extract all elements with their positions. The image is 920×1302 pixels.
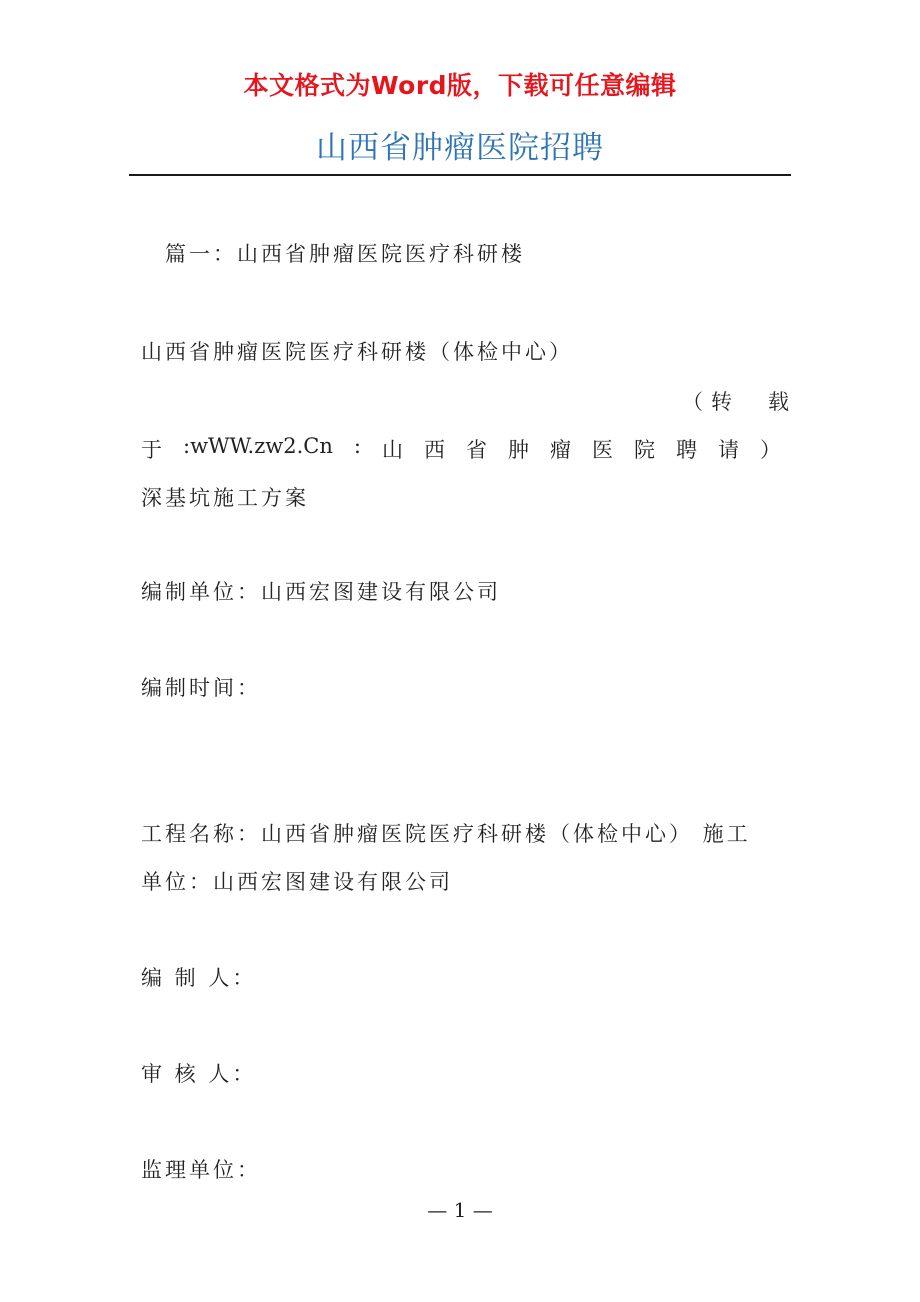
chapter-heading: 篇一：山西省肿瘤医院医疗科研楼 [165, 242, 525, 266]
supervisor-unit: 监理单位： [141, 1158, 261, 1182]
title-divider [129, 174, 791, 176]
reprint-char: 省 [465, 438, 487, 462]
reprint-char-zai: 载 [768, 390, 789, 414]
compile-time: 编制时间： [141, 676, 261, 700]
compiler-unit: 编制单位：山西宏图建设有限公司 [141, 580, 501, 604]
reprint-close-paren: ） [759, 438, 781, 462]
reprint-char: 院 [633, 438, 655, 462]
reprint-colon: : [353, 434, 361, 458]
reprint-char-yu: 于 [141, 438, 162, 462]
reprint-char: 西 [423, 438, 445, 462]
reprint-row-2 [141, 434, 781, 464]
document-title: 山西省肿瘤医院招聘 [316, 130, 604, 166]
reprint-char: 请 [717, 438, 739, 462]
plan-title: 深基坑施工方案 [141, 486, 309, 510]
reprint-char: 肿 [507, 438, 529, 462]
reprint-url: :wWW.zw2.Cn [183, 434, 333, 458]
reprint-char: 瘤 [549, 438, 571, 462]
reviewer-person: 审 核 人： [141, 1062, 257, 1086]
project-name: 工程名称：山西省肿瘤医院医疗科研楼（体检中心） 施工 [141, 822, 751, 846]
reprint-open-paren: （ [682, 390, 703, 414]
reprint-char: 山 [381, 438, 403, 462]
reprint-char-zhuan: 转 [711, 390, 732, 414]
reprint-row-1 [682, 386, 789, 416]
project-line: 山西省肿瘤医院医疗科研楼（体检中心） [141, 340, 573, 364]
page-number: — 1 — [427, 1198, 493, 1222]
reprint-char: 医 [591, 438, 613, 462]
format-notice: 本文格式为Word版，下载可任意编辑 [243, 71, 677, 100]
compiler-person: 编 制 人： [141, 966, 257, 990]
reprint-char: 聘 [675, 438, 697, 462]
construction-unit: 单位：山西宏图建设有限公司 [141, 870, 453, 894]
